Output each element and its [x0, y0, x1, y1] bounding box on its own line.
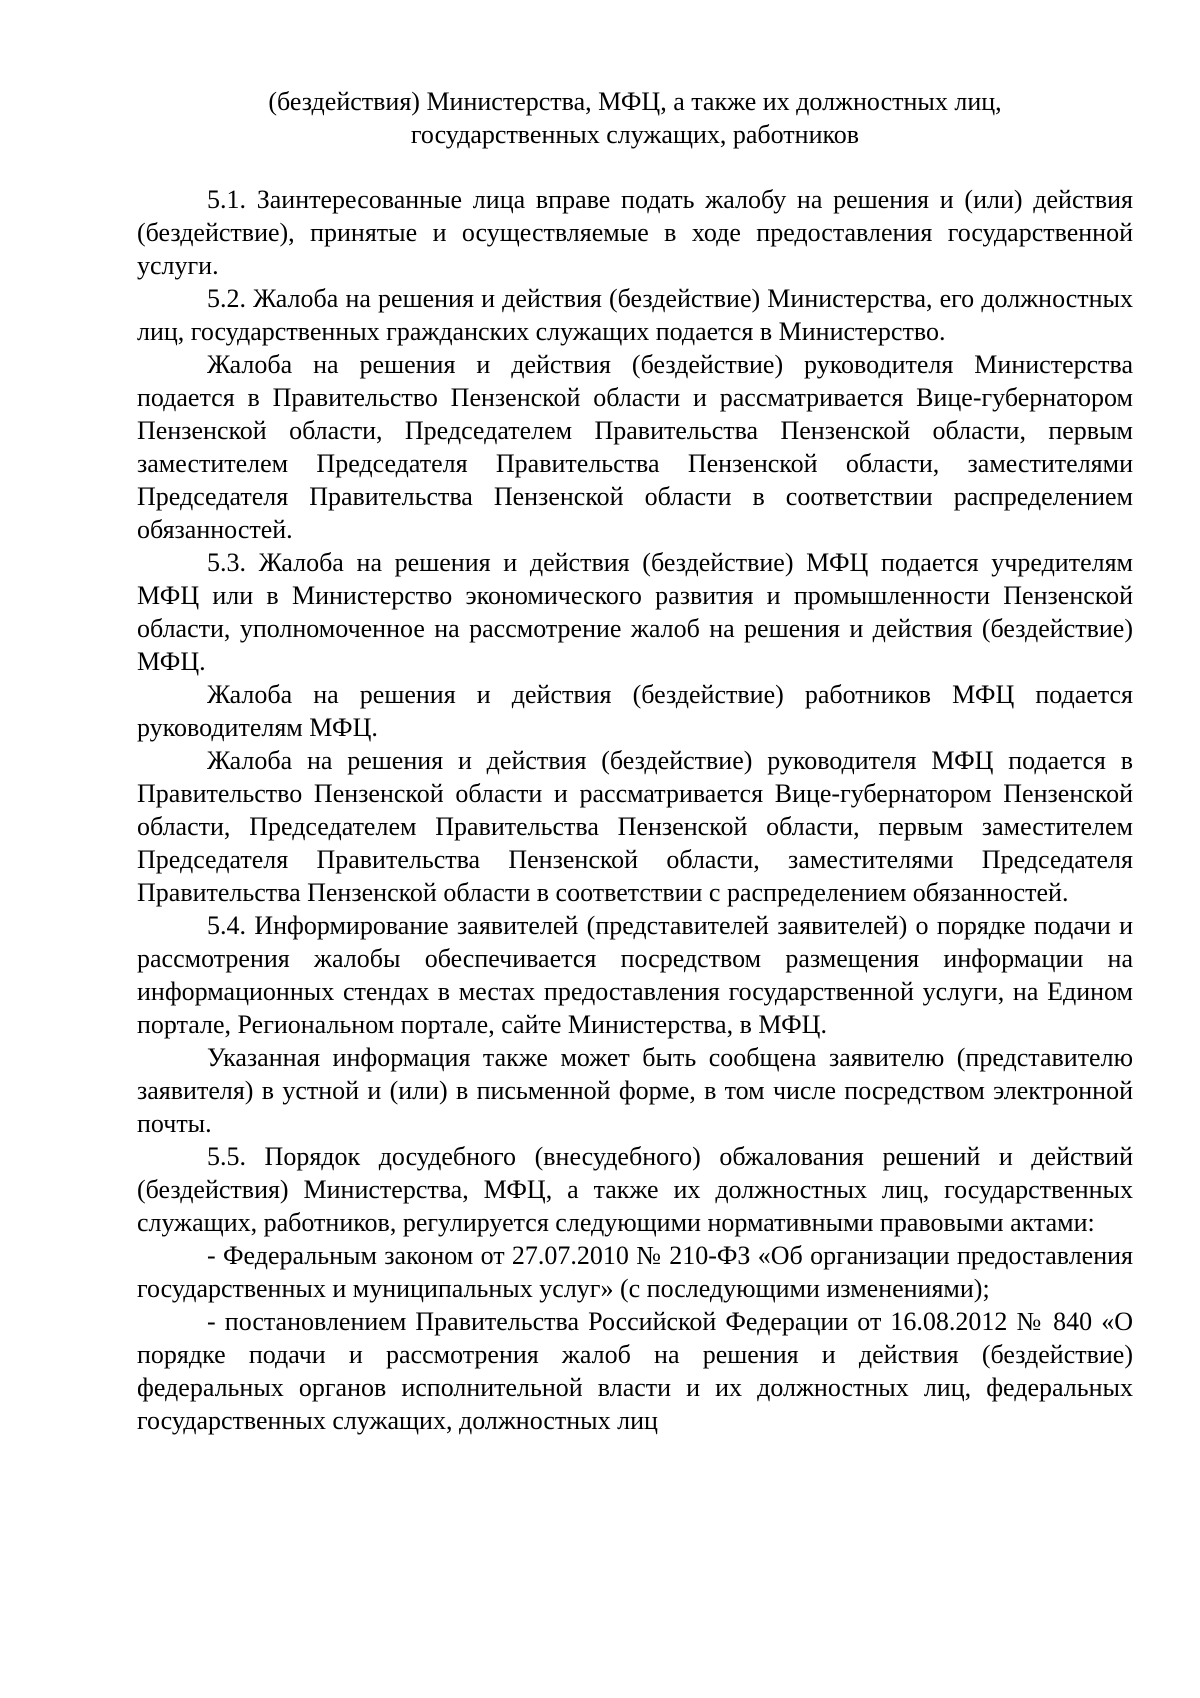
- heading-line-1: (бездействия) Министерства, МФЦ, а также их должностных лиц,: [268, 87, 1002, 116]
- document-page: [137, 85, 1133, 1437]
- paragraph-ministry-head-complaint: Жалоба на решения и действия (бездействие) руководителя Министерства подается в Правительство Пензенской области и рассматривается Вице-губернатором Пензенской области, Председателем Правительства Пензенской области, первым заместителем Председателя Правительства Пензенской области, заместителями Председателя Правительства Пензенской области в соответствии распределением обязанностей.: [137, 350, 1133, 544]
- paragraph-5-4: 5.4. Информирование заявителей (представителей заявителей) о порядке подачи и рассмотрения жалобы обеспечивается посредством размещения информации на информационных стендах в местах предоставления государственной услуги, на Едином портале, Региональном портале, сайте Министерства, в МФЦ.: [137, 911, 1133, 1039]
- paragraph-5-1: 5.1. Заинтересованные лица вправе подать жалобу на решения и (или) действия (бездействие), принятые и осуществляемые в ходе предоставления государственной услуги.: [137, 185, 1133, 280]
- paragraph-mfc-head-complaint: Жалоба на решения и действия (бездействие) руководителя МФЦ подается в Правительство Пензенской области и рассматривается Вице-губернатором Пензенской области, Председателем Правительства Пензенской области, первым заместителем Председателя Правительства Пензенской области, заместителями Председателя Правительства Пензенской области в соответствии с распределением обязанностей.: [137, 746, 1133, 907]
- paragraph-5-5: 5.5. Порядок досудебного (внесудебного) обжалования решений и действий (бездействия) Министерства, МФЦ, а также их должностных лиц, государственных служащих, работников, регулируется следующими нормативными правовыми актами:: [137, 1142, 1133, 1237]
- list-item-government-decree: - постановлением Правительства Российской Федерации от 16.08.2012 № 840 «О порядке подачи и рассмотрения жалоб на решения и действия (бездействие) федеральных органов исполнительной власти и их должностных лиц, федеральных государственных служащих, должностных лиц: [137, 1307, 1133, 1435]
- section-heading: [137, 85, 1133, 151]
- paragraph-information-delivery: Указанная информация также может быть сообщена заявителю (представителю заявителя) в устной и (или) в письменной форме, в том числе посредством электронной почты.: [137, 1043, 1133, 1138]
- paragraph-5-2: 5.2. Жалоба на решения и действия (бездействие) Министерства, его должностных лиц, государственных гражданских служащих подается в Министерство.: [137, 284, 1133, 346]
- paragraph-5-3: 5.3. Жалоба на решения и действия (бездействие) МФЦ подается учредителям МФЦ или в Министерство экономического развития и промышленности Пензенской области, уполномоченное на рассмотрение жалоб на решения и действия (бездействие) МФЦ.: [137, 548, 1133, 676]
- heading-line-2: государственных служащих, работников: [410, 120, 860, 149]
- paragraph-mfc-staff-complaint: Жалоба на решения и действия (бездействие) работников МФЦ подается руководителям МФЦ.: [137, 680, 1133, 742]
- list-item-federal-law: - Федеральным законом от 27.07.2010 № 210-ФЗ «Об организации предоставления государственных и муниципальных услуг» (с последующими изменениями);: [137, 1241, 1133, 1303]
